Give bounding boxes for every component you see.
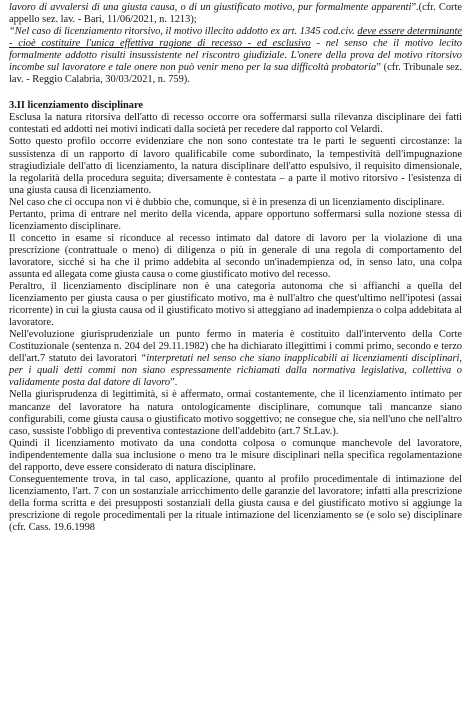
citation-paragraph (9, 2, 462, 26)
text-run: Esclusa la natura ritorsiva dell'atto di recesso occorre ora soffermarsi sulla rilevanza disciplinare dei fatti contestati ed addotti nei motivi indicati dalla società per recedere dal rapporto col Velardi. (9, 112, 462, 136)
body-paragraph (9, 209, 462, 233)
body-paragraph (9, 112, 462, 136)
text-run: ” (cfr. Tribunale sez. lav. - Reggio Calabria, 30/03/2021, n. 759). (9, 62, 463, 86)
section-heading: 3.II licenziamento disciplinare (9, 100, 144, 112)
text-run: Nella giurisprudenza di legittimità, si è affermato, ormai costantemente, che il licenziamento intimato per mancanze del lavoratore ha natura ontologicamente disciplinare, comunque tali mancanze siano configurabili, come giusta causa o giustificato motivo soggettivo; ne consegue che, sia nell'uno che nell'altro caso, sussiste l'obbligo di preventiva contestazione dell'addebito (art.7 St.Lav.). (9, 389, 462, 437)
body-paragraph (9, 474, 462, 534)
text-run: Pertanto, prima di entrare nel merito della vicenda, appare opportuno soffermarsi sulla nozione stessa di licenziamento disciplinare. (9, 208, 462, 232)
text-run: ”.(cfr. Corte appello sez. lav. - Bari, 11/06/2021, n. 1213); (9, 2, 462, 26)
text-run: Conseguentemente trova, in tal caso, applicazione, quanto al profilo procedimentale di intimazione del licenziamento, l'art. 7 con un sostanziale arricchimento delle garanzie del lavoratore; infatti alla prescrizione della forma scritta e dei presupposti sostanziali della giusta causa e del giustificato motivo si aggiunge la prescrizione di regole procedimentali per la rituale intimazione del licenziamento se (e solo se) disciplinare (cfr. Cass. 19.6.1998 (9, 473, 462, 533)
text-run: Il concetto in esame si riconduce al recesso intimato dal datore di lavoro per la violazione di una prescrizione (contrattuale o meno) di diligenza o più in generale di una regola di comportamento del lavoratore, sicché si ha che il primo addebita al secondo un'inadempienza od, in senso lato, una colpa assunta ed allegata come giusta causa o come giustificato motivo del recesso. (9, 232, 462, 280)
text-run: Sotto questo profilo occorre evidenziare che non sono contestate tra le parti le seguenti circostanze: la sussistenza di un rapporto di lavoro qualificabile come subordinato, la tempestività dell'impugnazione stragiudiziale dell'atto di licenziamento, la natura disciplinare dell'atto espulsivo, il requisito dimensionale, la regolarità della procedura seguita; diversamente è contestata – a parte il motivo ritorsivo - l'esistenza di una giusta causa di licenziamento. (9, 136, 462, 196)
citation-paragraph (9, 26, 462, 86)
body-paragraph (9, 329, 462, 389)
text-run: - nel senso che il motivo lecito formalmente addotto risulti insussistente nel riscontro giudiziale. L'onere della prova del motivo ritorsivo incombe sul lavoratore e tale onere non può venir meno per la sua difficoltà probatoria (9, 38, 462, 74)
text-run: lavoro di avvalersi di una giusta causa, o di un giustificato motivo, pur formalmente apparenti (9, 2, 412, 13)
text-run: Quindi il licenziamento motivato da una condotta colposa o comunque manchevole del lavoratore, indipendentemente dalla sua inclusione o meno tra le misure disciplinari nella specifica regolamentazione del rapporto, deve essere considerato di natura disciplinare. (9, 437, 462, 473)
body-paragraph (9, 136, 462, 196)
body-paragraph (9, 233, 462, 281)
text-run: “Nel caso di licenziamento ritorsivo, il motivo illecito addotto ex art. 1345 cod.civ. (9, 26, 358, 38)
body-paragraph (9, 197, 462, 209)
text-run: “interpretati nel senso che siano inapplicabili ai licenziamenti disciplinari, per i quali detti commi non siano espressamente richiamati dalla normativa legislativa, collettiva o validamente posta dal datore di lavoro (9, 353, 462, 389)
text-run: Peraltro, il licenziamento disciplinare non è una categoria autonoma che si affianchi a quella del licenziamento per giusta causa o per giustificato motivo, ma è null'altro che quest'ultimo nell'ipotesi (assai ricorrente) in cui la giusta causa od il giustificato motivo si atteggiano ad inadempienza o colpa addebitata al lavoratore. (9, 281, 462, 329)
text-run: Nell'evoluzione giurisprudenziale un punto fermo in materia è costituito dall'intervento della Corte Costituzionale (sentenza n. 204 del 29.11.1982) che ha dichiarato illegittimi i commi primo, secondo e terzo dell'art.7 statuto dei lavoratori (9, 329, 462, 365)
body-paragraph (9, 389, 462, 437)
text-run: deve essere determinante - cioè costituire l'unica effettiva ragione di recesso - ed esclusivo (9, 26, 462, 50)
text-run: Nel caso che ci occupa non vi è dubbio che, comunque, si è in presenza di un licenziamento disciplinare. (9, 196, 445, 208)
intro-block (9, 2, 462, 86)
body-paragraph (9, 438, 462, 474)
body-paragraph (9, 281, 462, 329)
text-run: ”. (170, 377, 178, 389)
